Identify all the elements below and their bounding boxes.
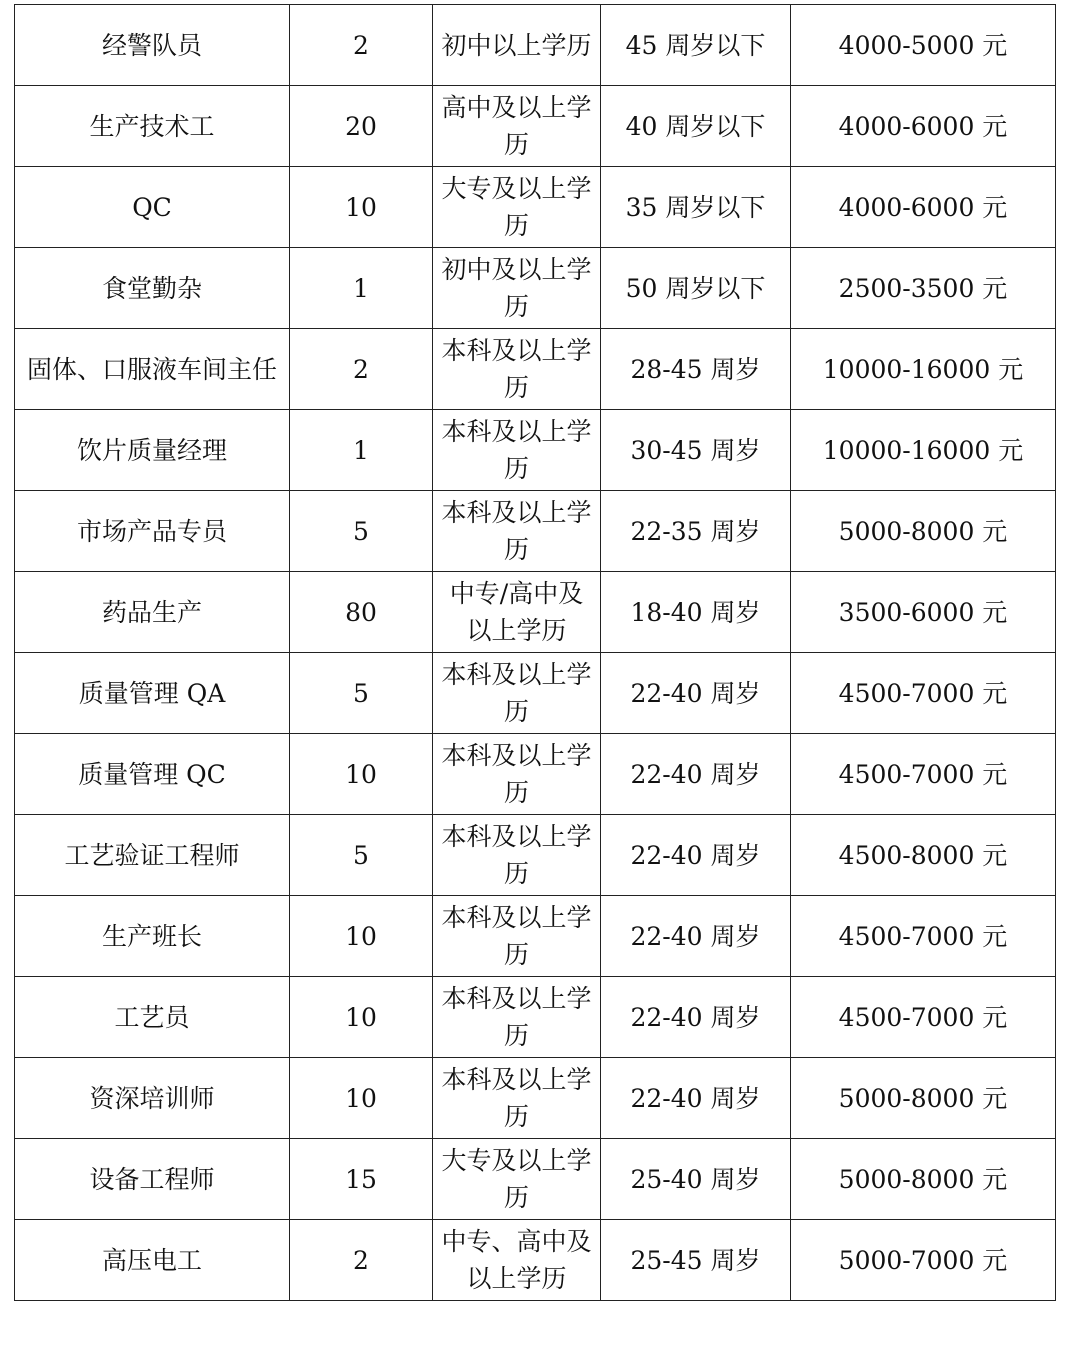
table-row bbox=[15, 653, 1056, 734]
position-cell: 固体、口服液车间主任 bbox=[15, 329, 290, 410]
count-cell: 15 bbox=[290, 1139, 433, 1220]
salary-cell: 2500-3500 元 bbox=[791, 248, 1056, 329]
education-text: 本科及以上学历 bbox=[441, 1065, 592, 1131]
education-text: 本科及以上学历 bbox=[441, 336, 592, 402]
count-cell: 2 bbox=[290, 1220, 433, 1301]
age-cell: 22-40 周岁 bbox=[601, 977, 791, 1058]
salary-cell: 4000-6000 元 bbox=[791, 86, 1056, 167]
salary-cell: 4000-5000 元 bbox=[791, 5, 1056, 86]
position-cell: 饮片质量经理 bbox=[15, 410, 290, 491]
education-cell bbox=[433, 491, 601, 572]
education-text: 本科及以上学历 bbox=[441, 498, 592, 564]
position-cell: 食堂勤杂 bbox=[15, 248, 290, 329]
education-cell bbox=[433, 734, 601, 815]
salary-cell: 4500-7000 元 bbox=[791, 653, 1056, 734]
education-cell bbox=[433, 410, 601, 491]
age-cell: 30-45 周岁 bbox=[601, 410, 791, 491]
education-text: 初中以上学历 bbox=[441, 30, 592, 60]
education-cell bbox=[433, 896, 601, 977]
age-cell: 22-40 周岁 bbox=[601, 1058, 791, 1139]
education-cell bbox=[433, 815, 601, 896]
education-text: 本科及以上学历 bbox=[441, 984, 592, 1050]
position-cell: 经警队员 bbox=[15, 5, 290, 86]
count-cell: 10 bbox=[290, 1058, 433, 1139]
age-cell: 18-40 周岁 bbox=[601, 572, 791, 653]
age-cell: 50 周岁以下 bbox=[601, 248, 791, 329]
count-cell: 10 bbox=[290, 896, 433, 977]
education-cell bbox=[433, 248, 601, 329]
education-cell bbox=[433, 86, 601, 167]
age-cell: 22-40 周岁 bbox=[601, 734, 791, 815]
position-cell: 质量管理 QC bbox=[15, 734, 290, 815]
education-text: 初中及以上学历 bbox=[441, 255, 592, 321]
count-cell: 20 bbox=[290, 86, 433, 167]
age-cell: 45 周岁以下 bbox=[601, 5, 791, 86]
table-row bbox=[15, 572, 1056, 653]
education-text: 本科及以上学历 bbox=[441, 822, 592, 888]
education-text: 本科及以上学历 bbox=[441, 660, 592, 726]
education-text: 本科及以上学历 bbox=[441, 741, 592, 807]
education-text: 本科及以上学历 bbox=[441, 903, 592, 969]
count-cell: 10 bbox=[290, 977, 433, 1058]
recruitment-table-container bbox=[14, 4, 1055, 1301]
position-cell: 高压电工 bbox=[15, 1220, 290, 1301]
age-cell: 22-40 周岁 bbox=[601, 653, 791, 734]
education-cell bbox=[433, 572, 601, 653]
salary-cell: 5000-8000 元 bbox=[791, 491, 1056, 572]
salary-cell: 4500-8000 元 bbox=[791, 815, 1056, 896]
count-cell: 2 bbox=[290, 329, 433, 410]
age-cell: 25-40 周岁 bbox=[601, 1139, 791, 1220]
education-text: 大专及以上学历 bbox=[441, 174, 592, 240]
age-cell: 28-45 周岁 bbox=[601, 329, 791, 410]
position-cell: 工艺员 bbox=[15, 977, 290, 1058]
salary-cell: 4500-7000 元 bbox=[791, 734, 1056, 815]
position-cell: 设备工程师 bbox=[15, 1139, 290, 1220]
table-row bbox=[15, 491, 1056, 572]
education-text: 高中及以上学历 bbox=[441, 93, 592, 159]
count-cell: 5 bbox=[290, 653, 433, 734]
position-cell: 质量管理 QA bbox=[15, 653, 290, 734]
table-row bbox=[15, 329, 1056, 410]
count-cell: 10 bbox=[290, 734, 433, 815]
position-cell: 生产技术工 bbox=[15, 86, 290, 167]
education-cell bbox=[433, 1058, 601, 1139]
education-cell bbox=[433, 167, 601, 248]
age-cell: 22-40 周岁 bbox=[601, 896, 791, 977]
position-cell: 生产班长 bbox=[15, 896, 290, 977]
education-cell bbox=[433, 1139, 601, 1220]
age-cell: 40 周岁以下 bbox=[601, 86, 791, 167]
salary-cell: 10000-16000 元 bbox=[791, 329, 1056, 410]
count-cell: 5 bbox=[290, 491, 433, 572]
table-row bbox=[15, 1220, 1056, 1301]
table-row bbox=[15, 734, 1056, 815]
age-cell: 35 周岁以下 bbox=[601, 167, 791, 248]
count-cell: 80 bbox=[290, 572, 433, 653]
salary-cell: 5000-8000 元 bbox=[791, 1058, 1056, 1139]
table-row bbox=[15, 896, 1056, 977]
salary-cell: 5000-7000 元 bbox=[791, 1220, 1056, 1301]
position-cell: 工艺验证工程师 bbox=[15, 815, 290, 896]
salary-cell: 3500-6000 元 bbox=[791, 572, 1056, 653]
position-cell: 资深培训师 bbox=[15, 1058, 290, 1139]
education-cell bbox=[433, 1220, 601, 1301]
age-cell: 25-45 周岁 bbox=[601, 1220, 791, 1301]
position-cell: QC bbox=[15, 167, 290, 248]
count-cell: 5 bbox=[290, 815, 433, 896]
table-row bbox=[15, 410, 1056, 491]
salary-cell: 4500-7000 元 bbox=[791, 977, 1056, 1058]
education-cell bbox=[433, 977, 601, 1058]
education-cell bbox=[433, 329, 601, 410]
table-body bbox=[15, 5, 1056, 1301]
table-row bbox=[15, 815, 1056, 896]
education-text: 本科及以上学历 bbox=[441, 417, 592, 483]
salary-cell: 5000-8000 元 bbox=[791, 1139, 1056, 1220]
position-cell: 药品生产 bbox=[15, 572, 290, 653]
count-cell: 2 bbox=[290, 5, 433, 86]
age-cell: 22-40 周岁 bbox=[601, 815, 791, 896]
education-text: 中专/高中及以上学历 bbox=[449, 579, 584, 645]
table-row bbox=[15, 167, 1056, 248]
salary-cell: 4500-7000 元 bbox=[791, 896, 1056, 977]
count-cell: 1 bbox=[290, 410, 433, 491]
position-cell: 市场产品专员 bbox=[15, 491, 290, 572]
salary-cell: 4000-6000 元 bbox=[791, 167, 1056, 248]
education-cell bbox=[433, 653, 601, 734]
education-text: 中专、高中及以上学历 bbox=[441, 1227, 592, 1293]
education-cell bbox=[433, 5, 601, 86]
count-cell: 1 bbox=[290, 248, 433, 329]
table-row bbox=[15, 1139, 1056, 1220]
count-cell: 10 bbox=[290, 167, 433, 248]
salary-cell: 10000-16000 元 bbox=[791, 410, 1056, 491]
table-row bbox=[15, 248, 1056, 329]
table-row bbox=[15, 86, 1056, 167]
table-row bbox=[15, 977, 1056, 1058]
table-row bbox=[15, 1058, 1056, 1139]
recruitment-table bbox=[14, 4, 1056, 1301]
table-row bbox=[15, 5, 1056, 86]
education-text: 大专及以上学历 bbox=[441, 1146, 592, 1212]
age-cell: 22-35 周岁 bbox=[601, 491, 791, 572]
